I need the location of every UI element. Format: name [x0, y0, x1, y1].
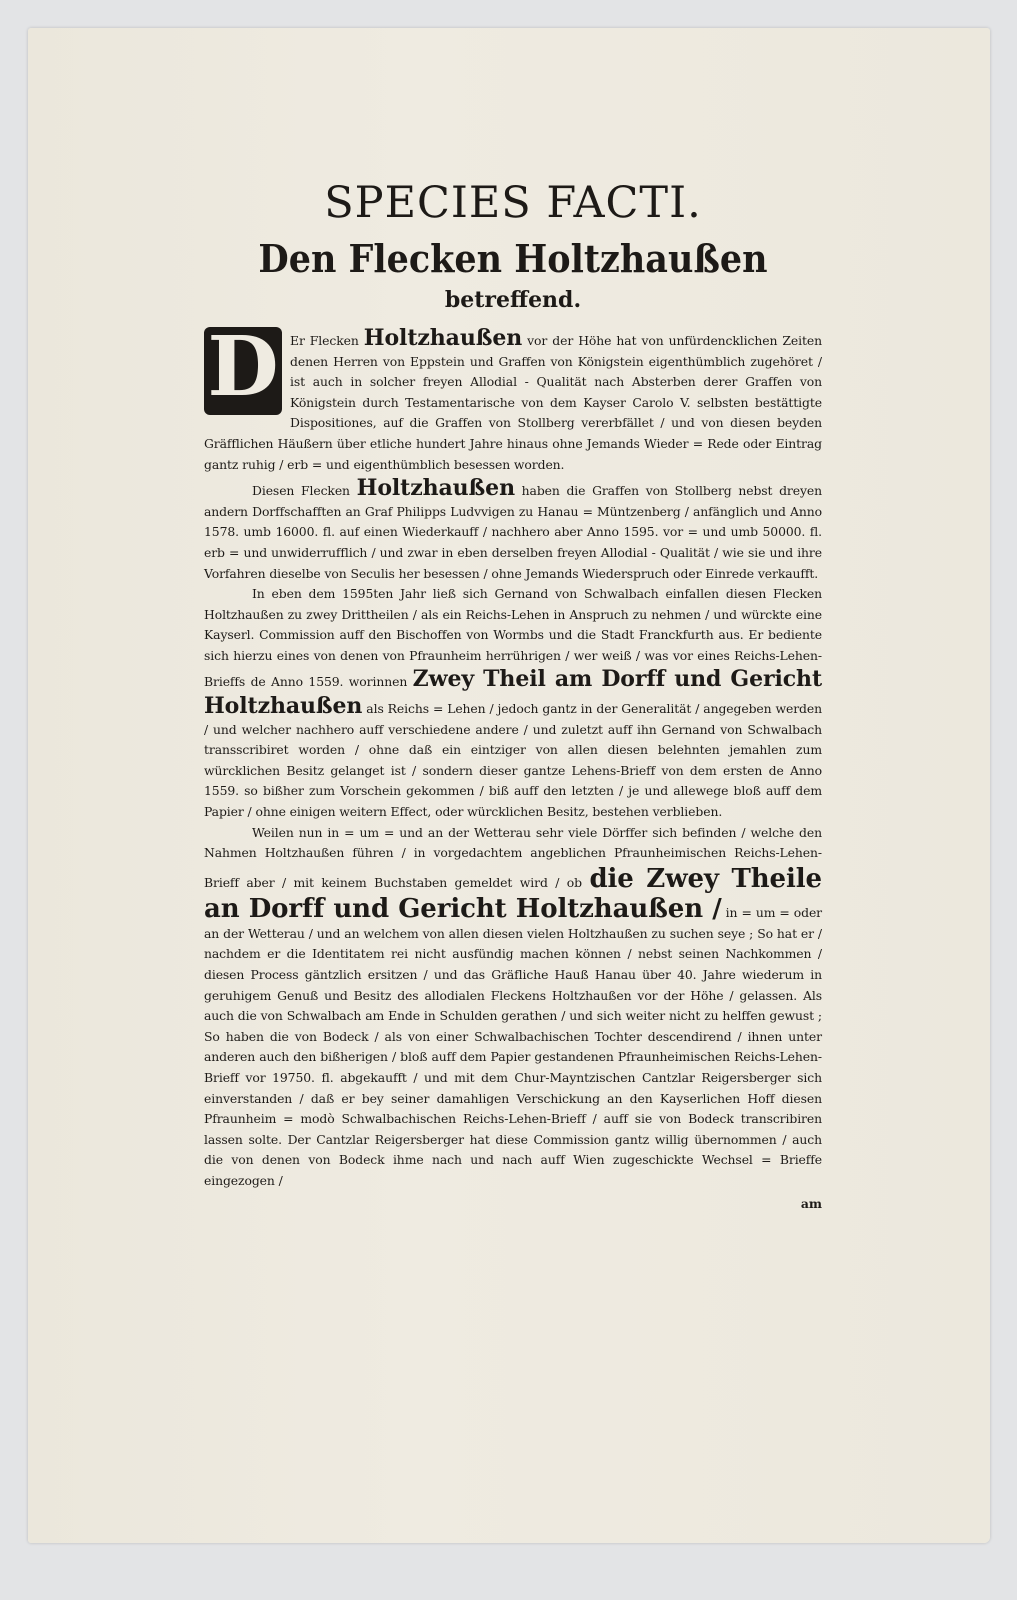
paragraph-4-emphasis: die Zwey Theile an Dorff und Gericht Holtzhaußen / — [204, 863, 822, 924]
paragraph-1-text-b: vor der Höhe hat von unfürdencklichen Zeiten denen Herren von Eppstein und Graffen von Königstein eigenthümblich zugehöret / ist auch in solcher freyen Allodial - Qualität nach Absterben derer Graffen von Königstein durch Testamentarische von dem Kayser Carolo V. selbsten bestättigte Dispositiones, auf die Graffen von Stollberg vererbfället / und von diesen beyden Gräfflichen Häußern über etliche hundert Jahre hinaus ohne Jemands Wieder = Rede oder Eintrag gantz ruhig / erb = und eigenthümblich besessen worden. — [204, 332, 822, 472]
text-block — [204, 168, 822, 1211]
paragraph-4-text-a: Weilen nun in = um = und an der Wetterau sehr viele Dörffer sich befinden / welche den Nahmen Holtzhaußen führen / in vorgedachtem angeblichen Pfraunheimischen Reichs-Lehen-Brieff aber / mit keinem Buchstaben gemeldet wird / ob — [204, 824, 822, 890]
paragraph-3 — [204, 584, 822, 823]
catchword: am — [800, 1195, 822, 1211]
document-page — [28, 28, 990, 1543]
document-subtitle-betreffend: betreffend. — [444, 286, 582, 313]
document-subtitle: Den Flecken Holtzhaußen — [258, 236, 768, 282]
paragraph-2-text-a: Diesen Flecken — [252, 483, 357, 499]
paragraph-2-emphasis: Holtzhaußen — [356, 475, 515, 502]
paragraph-3-text-a: In eben dem 1595ten Jahr ließ sich Gernand von Schwalbach einfallen diesen Flecken Holtzhaußen zu zwey Drittheilen / als ein Reichs-Lehen in Anspruch zu nehmen / und würckte eine Kayserl. Commission auff den Bischoffen von Wormbs und die Stadt Franckfurth aus. Er bediente sich hierzu eines von denen von Pfraunheim herrührigen / wer weiß / was vor eines Reichs-Lehen-Brieffs de Anno 1559. worinnen — [204, 586, 822, 690]
document-title: SPECIES FACTI. — [324, 178, 702, 228]
paragraph-4-text-b: in = um = oder an der Wetterau / und an welchem von allen diesen vielen Holtzhaußen zu suchen seye ; So hat er / nachdem er die Identitatem rei nicht ausfündig machen können / nebst seinen Nachkommen / diesen Process gäntzlich ersitzen / und das Gräfliche Hauß Hanau über 40. Jahre wiederum in geruhigem Genuß und Besitz des allodialen Fleckens Holtzhaußen vor der Höhe / gelassen. Als auch die von Schwalbach am Ende in Schulden gerathen / und sich weiter nicht zu helffen gewust ; So haben die von Bodeck / als von einer Schwalbachischen Tochter descendirend / ihnen unter anderen auch den bißherigen / bloß auff dem Papier gestandenen Pfraunheimischen Reichs-Lehen-Brieff vor 19750. fl. abgekaufft / und mit dem Chur-Mayntzischen Cantzlar Reigersberger sich einverstanden / daß er bey seiner damahligen Verschickung an den Kayserlichen Hoff diesen Pfraunheim = modò Schwalbachischen Reichs-Lehen-Brieff / auff sie von Bodeck transcribiren lassen solte. Der Cantzlar Reigersberger hat diese Commission gantz willig übernommen / auch die von denen von Bodeck ihme nach und nach auff Wien zugeschickte Wechsel = Brieffe eingezogen / — [204, 904, 822, 1188]
paragraph-3-text-b: als Reichs = Lehen / jedoch gantz in der Generalität / angegeben werden / und welcher nachhero auff verschiedene andere / und zuletzt auff ihn Gernand von Schwalbach transscribiret worden / ohne daß ein eintziger von allen diesen belehnten jemahlen zum würcklichen Besitz gelanget ist / sondern dieser gantze Lehens-Brieff von dem ersten de Anno 1559. so bißher zum Vorschein gekommen / biß auff den letzten / je und allewege bloß auff dem Papier / ohne einigen weitern Effect, oder würcklichen Besitz, bestehen verblieben. — [204, 701, 822, 820]
paragraph-2-text-b: haben die Graffen von Stollberg nebst dreyen andern Dorffschafften an Graf Philipps Ludvvigen zu Hanau = Müntzenberg / anfänglich und Anno 1578. umb 16000. fl. auf einen Wiederkauff / nachhero aber Anno 1595. vor = und umb 50000. fl. erb = und unwiderrufflich / und zwar in eben derselben freyen Allodial - Qualität / wie sie und ihre Vorfahren dieselbe von Seculis her besessen / ohne Jemands Wiederspruch oder Einrede verkaufft. — [204, 483, 822, 581]
paragraph-1-text-a: Er Flecken — [290, 332, 364, 348]
decorated-initial: D — [204, 327, 282, 415]
paragraph-1-emphasis: Holtzhaußen — [363, 324, 523, 351]
paragraph-3-emphasis: Zwey Theil am Dorff und Gericht Holtzhaußen — [204, 666, 823, 720]
paragraph-2 — [204, 475, 822, 584]
paragraph-1 — [204, 318, 822, 475]
paragraph-4 — [204, 823, 822, 1192]
